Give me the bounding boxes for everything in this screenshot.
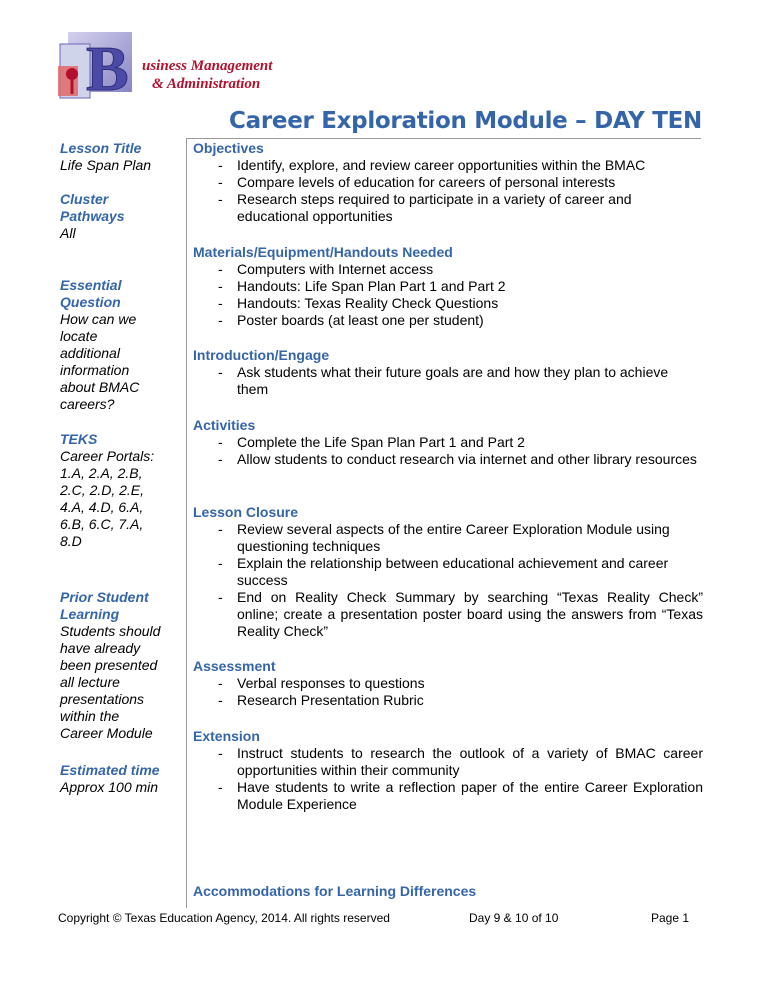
list-item: - Ask students what their future goals are and how they plan to achieve them: [193, 364, 703, 398]
essential-question-block: [60, 277, 182, 413]
list-item: - Complete the Life Span Plan Part 1 and Part 2: [193, 434, 703, 451]
list-item: - Compare levels of education for careers of personal interests: [193, 174, 703, 191]
prior-line: Career Module: [60, 725, 153, 741]
extension-section: [193, 728, 703, 813]
prior-line: Students should: [60, 623, 161, 639]
list-item: - End on Reality Check Summary by searching “Texas Reality Check” online; create a presentation poster board using the answers from “Texas Reality Check”: [193, 589, 703, 640]
footer-day: Day 9 & 10 of 10: [469, 911, 559, 925]
introduction-section: [193, 347, 703, 398]
activities-heading: Activities: [193, 417, 256, 433]
lesson-title-value: Life Span Plan: [60, 157, 152, 173]
objectives-heading: Objectives: [193, 140, 264, 156]
estimated-time-block: [60, 762, 182, 796]
logo-letter: B: [86, 33, 129, 104]
list-item: - Explain the relationship between educational achievement and career success: [193, 555, 703, 589]
prior-label-1: Prior Student: [60, 589, 149, 605]
list-item: - Research steps required to participate in a variety of career and educational opportunities: [193, 191, 703, 225]
logo-text-line2: & Administration: [152, 76, 261, 92]
teks-line: 4.A, 4.D, 6.A,: [60, 499, 144, 515]
prior-line: all lecture: [60, 674, 120, 690]
list-item: - Instruct students to research the outlook of a variety of BMAC career opportunities within their community: [193, 745, 703, 779]
teks-line: 1.A, 2.A, 2.B,: [60, 465, 143, 481]
cluster-block: [60, 191, 182, 242]
list-item: - Handouts: Texas Reality Check Questions: [193, 295, 703, 312]
essential-label-2: Question: [60, 294, 121, 310]
closure-heading: Lesson Closure: [193, 504, 299, 520]
list-item: - Computers with Internet access: [193, 261, 703, 278]
essential-line: about BMAC: [60, 379, 140, 395]
list-item: - Identify, explore, and review career opportunities within the BMAC: [193, 157, 703, 174]
materials-section: [193, 244, 703, 329]
list-item: - Poster boards (at least one per student): [193, 312, 703, 329]
list-item: - Have students to write a reflection paper of the entire Career Exploration Module Experience: [193, 779, 703, 813]
materials-heading: Materials/Equipment/Handouts Needed: [193, 244, 453, 260]
time-label: Estimated time: [60, 762, 160, 778]
prior-label-2: Learning: [60, 606, 120, 622]
objectives-section: [193, 140, 703, 225]
footer-page: Page 1: [651, 911, 690, 925]
list-item: - Review several aspects of the entire Career Exploration Module using questioning techniques: [193, 521, 703, 555]
list-item: - Handouts: Life Span Plan Part 1 and Part 2: [193, 278, 703, 295]
essential-line: careers?: [60, 396, 115, 412]
teks-line: 2.C, 2.D, 2.E,: [60, 482, 145, 498]
prior-learning-block: [60, 589, 182, 742]
lesson-title-label: Lesson Title: [60, 140, 142, 156]
teks-line: Career Portals:: [60, 448, 155, 464]
essential-line: additional: [60, 345, 120, 361]
prior-line: been presented: [60, 657, 158, 673]
logo: [30, 14, 273, 114]
essential-line: locate: [60, 328, 98, 344]
logo-text-line1: usiness Management: [142, 58, 273, 74]
teks-line: 6.B, 6.C, 7.A,: [60, 516, 144, 532]
header-divider: [186, 138, 701, 139]
list-item: - Research Presentation Rubric: [193, 692, 703, 709]
footer-copyright: Copyright © Texas Education Agency, 2014. All rights reserved: [58, 911, 390, 925]
introduction-heading: Introduction/Engage: [193, 347, 330, 363]
page-title: Career Exploration Module – DAY TEN: [229, 108, 702, 134]
essential-line: How can we: [60, 311, 137, 327]
prior-line: presentations: [60, 691, 145, 707]
cluster-label-2: Pathways: [60, 208, 125, 224]
essential-label-1: Essential: [60, 277, 122, 293]
cluster-value: All: [60, 225, 76, 241]
closure-section: [193, 504, 703, 640]
lesson-title-block: [60, 140, 182, 174]
teks-line: 8.D: [60, 533, 82, 549]
list-item: - Verbal responses to questions: [193, 675, 703, 692]
time-value: Approx 100 min: [60, 779, 159, 795]
assessment-section: [193, 658, 703, 709]
prior-line: within the: [60, 708, 120, 724]
activities-section: [193, 417, 703, 468]
column-divider: [186, 138, 187, 908]
accommodations-section: [193, 883, 703, 900]
list-item: - Allow students to conduct research via internet and other library resources: [193, 451, 703, 468]
cluster-label-1: Cluster: [60, 191, 109, 207]
teks-label: TEKS: [60, 431, 98, 447]
essential-line: information: [60, 362, 130, 378]
assessment-heading: Assessment: [193, 658, 276, 674]
accommodations-heading: Accommodations for Learning Differences: [193, 883, 477, 899]
extension-heading: Extension: [193, 728, 260, 744]
prior-line: have already: [60, 640, 141, 656]
teks-block: [60, 431, 182, 550]
